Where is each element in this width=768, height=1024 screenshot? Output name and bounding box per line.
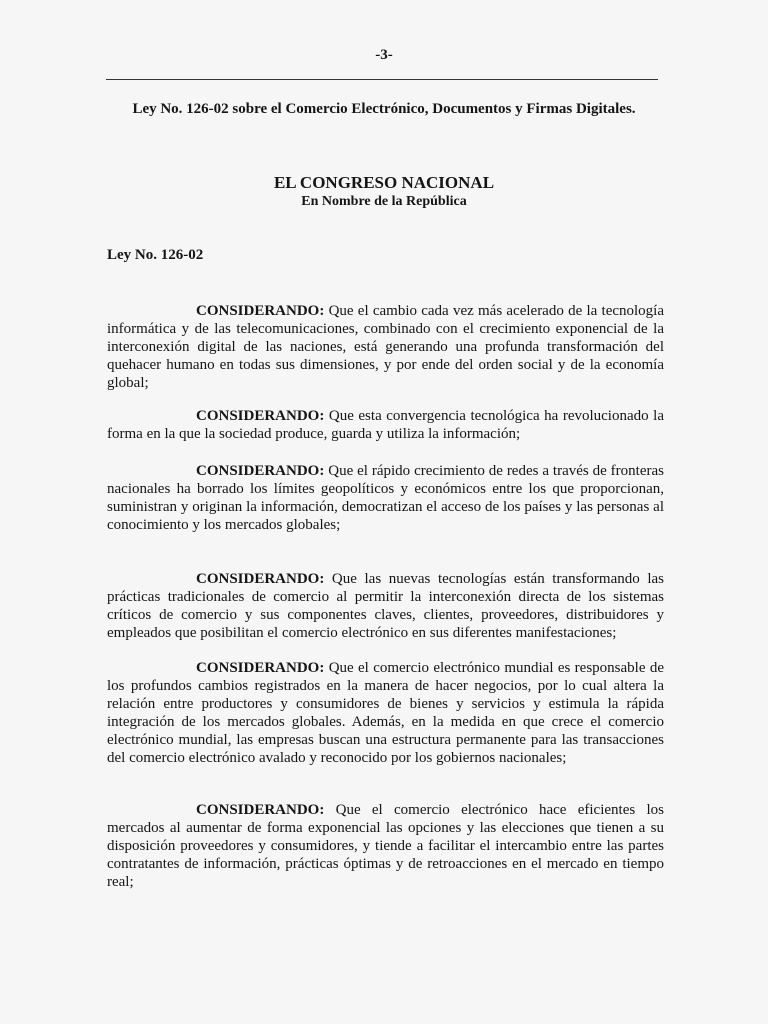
subheading: En Nombre de la República: [301, 194, 467, 209]
paragraph-keyword: CONSIDERANDO:: [196, 802, 325, 818]
paragraph-text: Que el rápido crecimiento de redes a través de fronteras nacionales ha borrado los límites geopolíticos y económicos entre los que proporcionan, suministran y originan la información, democratizan el acceso de los países y las personas al conocimiento y los mercados globales;: [107, 463, 664, 533]
considerando-paragraph: [107, 570, 664, 642]
law-number: Ley No. 126-02: [107, 247, 204, 263]
paragraph-keyword: CONSIDERANDO:: [196, 463, 325, 479]
heading: EL CONGRESO NACIONAL: [273, 173, 495, 192]
paragraph-text: Que esta convergencia tecnológica ha revolucionado la forma en la que la sociedad produce, guarda y utiliza la información;: [107, 408, 664, 442]
considerando-paragraph: [107, 302, 664, 392]
paragraph-text: Que el comercio electrónico hace eficientes los mercados al aumentar de forma exponencial las opciones y las elecciones que tienen a su disposición proveedores y consumidores, y tiende a facilitar el intercambio entre las partes contratantes de información, prácticas óptimas y de retroacciones en el mercado en tiempo real;: [107, 802, 664, 890]
header-divider: [106, 79, 658, 80]
considerando-paragraph: [107, 407, 664, 443]
paragraph-text: Que el cambio cada vez más acelerado de la tecnología informática y de las telecomunicaciones, combinado con el crecimiento exponencial de la interconexión digital de las naciones, está generando una profunda transformación del quehacer humano en todas sus dimensiones, y por ende del orden social y de la economía global;: [107, 303, 664, 391]
considerando-paragraph: [107, 462, 664, 534]
paragraph-text: Que el comercio electrónico mundial es responsable de los profundos cambios registrados en la manera de hacer negocios, por lo cual altera la relación entre productores y consumidores de bienes y servicios y estimula la rápida integración de los mercados globales. Además, en la medida en que crece el comercio electrónico mundial, las empresas buscan una estructura permanente para las transacciones del comercio electrónico avalado y reconocido por los gobiernos nacionales;: [107, 660, 664, 766]
paragraph-text: Que las nuevas tecnologías están transformando las prácticas tradicionales de comercio al permitir la interconexión directa de los sistemas críticos de comercio y sus componentes claves, clientes, proveedores, distribuidores y empleados que posibilitan el comercio electrónico en sus diferentes manifestaciones;: [107, 571, 664, 641]
page-number: -3-: [375, 47, 393, 63]
law-title: Ley No. 126-02 sobre el Comercio Electrónico, Documentos y Firmas Digitales.: [132, 101, 636, 117]
paragraph-keyword: CONSIDERANDO:: [196, 660, 325, 676]
considerando-paragraph: [107, 659, 664, 767]
paragraph-keyword: CONSIDERANDO:: [196, 571, 325, 587]
paragraph-keyword: CONSIDERANDO:: [196, 303, 325, 319]
considerando-paragraph: [107, 801, 664, 891]
paragraph-keyword: CONSIDERANDO:: [196, 408, 325, 424]
